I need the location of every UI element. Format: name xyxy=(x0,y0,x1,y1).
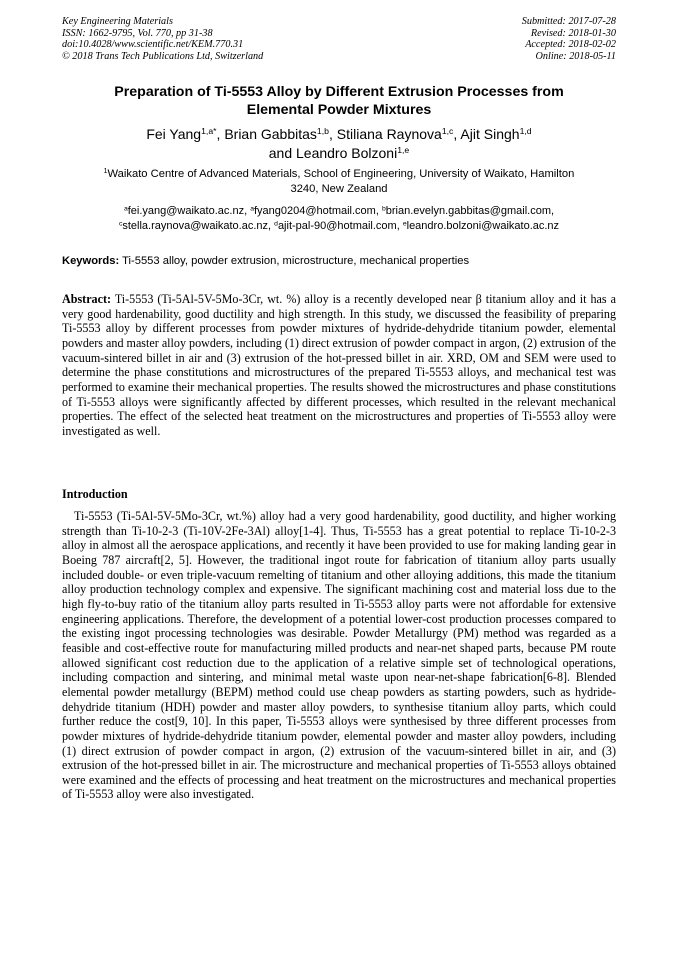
author-affiliation-mark: 1,c xyxy=(441,126,454,137)
email-mark: a xyxy=(250,205,254,213)
email-link[interactable]: leandro.bolzoni@waikato.ac.nz xyxy=(406,219,560,232)
author-affiliation-mark: 1,d xyxy=(519,126,532,137)
author-name: Ajit Singh xyxy=(460,126,520,142)
keywords-label: Keywords: xyxy=(62,255,120,267)
publication-dates xyxy=(522,16,616,62)
affiliation-line-2: 3240, New Zealand xyxy=(290,183,388,195)
author-name: Fei Yang xyxy=(146,126,202,142)
journal-info xyxy=(62,16,263,62)
author-affiliation-mark: 1,a* xyxy=(201,126,217,137)
email-link[interactable]: fei.yang@waikato.ac.nz, xyxy=(127,205,251,217)
email-mark: c xyxy=(118,219,123,227)
email-link[interactable]: fyang0204@hotmail.com, xyxy=(253,205,382,217)
affiliation-line-1: Waikato Centre of Advanced Materials, School of Engineering, University of Waikato, Hamilton xyxy=(107,168,575,180)
email-link[interactable]: ajit-pal-90@hotmail.com, xyxy=(277,219,403,232)
title-line-1: Preparation of Ti-5553 Alloy by Different Extrusion Processes from xyxy=(114,84,564,100)
section-heading-introduction: Introduction xyxy=(62,487,128,501)
email-link[interactable]: stella.raynova@waikato.ac.nz, xyxy=(122,219,275,232)
introduction-text: Ti-5553 (Ti-5Al-5V-5Mo-3Cr, wt.%) alloy had a very good hardenability, good ductility, and higher working strength than Ti-10-2-3 (Ti-10V-2Fe-3Al) alloy[1-4]. Thus, Ti-5553 has a great potential to replace Ti-10-2-3 alloy in almost all the aerospace applications, and recently it have been provided to use for making landing gear in Boeing 787 aircraft[2, 5]. However, the traditional ingot route for fabrication of titanium alloy parts usually included double- or even triple-vacuum remelting of titanium and other alloying additions, this made the titanium alloy production technology complex and expensive. The significant machining cost and material loss due to the high fly-to-buy ratio of the titanium alloy parts resulted in Ti-5553 alloy parts were not affordable for extensive engineering applications. Therefore, the development of a potential lower-cost production processes compared to the existing ingot processing technologies was desirable. Powder Metallurgy (PM) method was regarded as a feasible and cost-effective route for manufacturing milled products and near-net shaped parts, because PM route allowed significant cost reduction due to the application of a relative simple set of technological operations, including compaction and sintering, and minimal metal waste upon near-net-shape fabrication[6-8]. Blended elemental powder metallurgy (BEPM) method could use cheap powders as starting powders, such as hydride-dehydride titanium (HDH) powder and master alloy powders, to synthesise titanium alloy parts, which could further reduce the cost[9, 10]. In this paper, Ti-5553 alloys were synthesised by three different processes from powder mixtures of hydride-dehydride titanium powder, elemental powder and master alloy powders, including (1) direct extrusion of powder compact in argon, (2) extrusion of the vacuum-sintered billet in air, and (3) extrusion of the hot-pressed billet in air. The microstructure and mechanical properties of Ti-5553 alloys obtained were examined and the effects of processing and heat treatment on the microstructures and mechanical properties of Ti-5553 alloy were also investigated. xyxy=(62,509,616,802)
abstract-label: Abstract: xyxy=(62,292,112,306)
email-link[interactable]: brian.evelyn.gabbitas@gmail.com, xyxy=(385,205,555,217)
date-online: Online: 2018-05-11 xyxy=(535,50,616,62)
keywords-text: Ti-5553 alloy, powder extrusion, microstructure, mechanical properties xyxy=(119,255,470,267)
paper-title xyxy=(62,83,616,119)
title-line-2: Elemental Powder Mixtures xyxy=(246,102,432,118)
author-emails xyxy=(62,204,616,233)
email-mark: e xyxy=(402,219,407,227)
affiliation xyxy=(62,167,616,197)
author-list: Fei Yang$^{1,a*}$, Brian Gabbitas$^{1,b}$, Stiliana Raynova$^{1,c}$, Ajit Singh$^{1,d}$ and Leandro Bolzoni$^{1,e}$ xyxy=(146,126,532,161)
email-mark: b xyxy=(381,205,386,213)
abstract-text: Ti-5553 (Ti-5Al-5V-5Mo-3Cr, wt. %) alloy is a recently developed near β titanium alloy and it has a very good hardenability, good ductility and high strength. In this study, we discussed the feasibility of preparing Ti-5553 alloy by different processes from powder mixtures of hydride-dehydride titanium powder, elemental powders and master alloy powders, including (1) direct extrusion of powder compact in argon, (2) extrusion of the vacuum-sintered billet in air and (3) extrusion of the hot-pressed billet in air. XRD, OM and SEM were used to determine the phase constitutions and microstructures of the prepared Ti-5553 alloys, and mechanical test was performed to examine their mechanical properties. The results showed the microstructures and phase constitutions of Ti-5553 alloys were significantly affected by different processes, which resulted in the relevant mechanical properties. The effect of the selected heat treatment on the microstructures and properties of Ti-5553 alloy were investigated as well. xyxy=(62,292,616,438)
affiliation-mark: 1 xyxy=(103,168,108,176)
author-affiliation-mark: 1,b xyxy=(316,126,329,137)
date-accepted: Accepted: 2018-02-02 xyxy=(525,39,616,51)
author-name: and Leandro Bolzoni xyxy=(268,145,398,161)
keywords xyxy=(62,254,616,269)
author-name: Brian Gabbitas xyxy=(224,126,317,142)
journal-doi: doi:10.4028/www.scientific.net/KEM.770.31 xyxy=(62,39,244,51)
author-affiliation-mark: 1,e xyxy=(397,145,410,156)
journal-name: Key Engineering Materials xyxy=(62,16,173,27)
journal-copyright: © 2018 Trans Tech Publications Ltd, Switzerland xyxy=(62,50,264,62)
email-mark: a xyxy=(123,205,128,213)
date-revised: Revised: 2018-01-30 xyxy=(530,27,616,39)
author-name: Stiliana Raynova xyxy=(336,126,442,142)
date-submitted: Submitted: 2017-07-28 xyxy=(521,16,616,27)
email-mark: d xyxy=(274,219,278,227)
journal-issn: ISSN: 1662-9795, Vol. 770, pp 31-38 xyxy=(62,27,213,39)
abstract xyxy=(62,292,616,439)
